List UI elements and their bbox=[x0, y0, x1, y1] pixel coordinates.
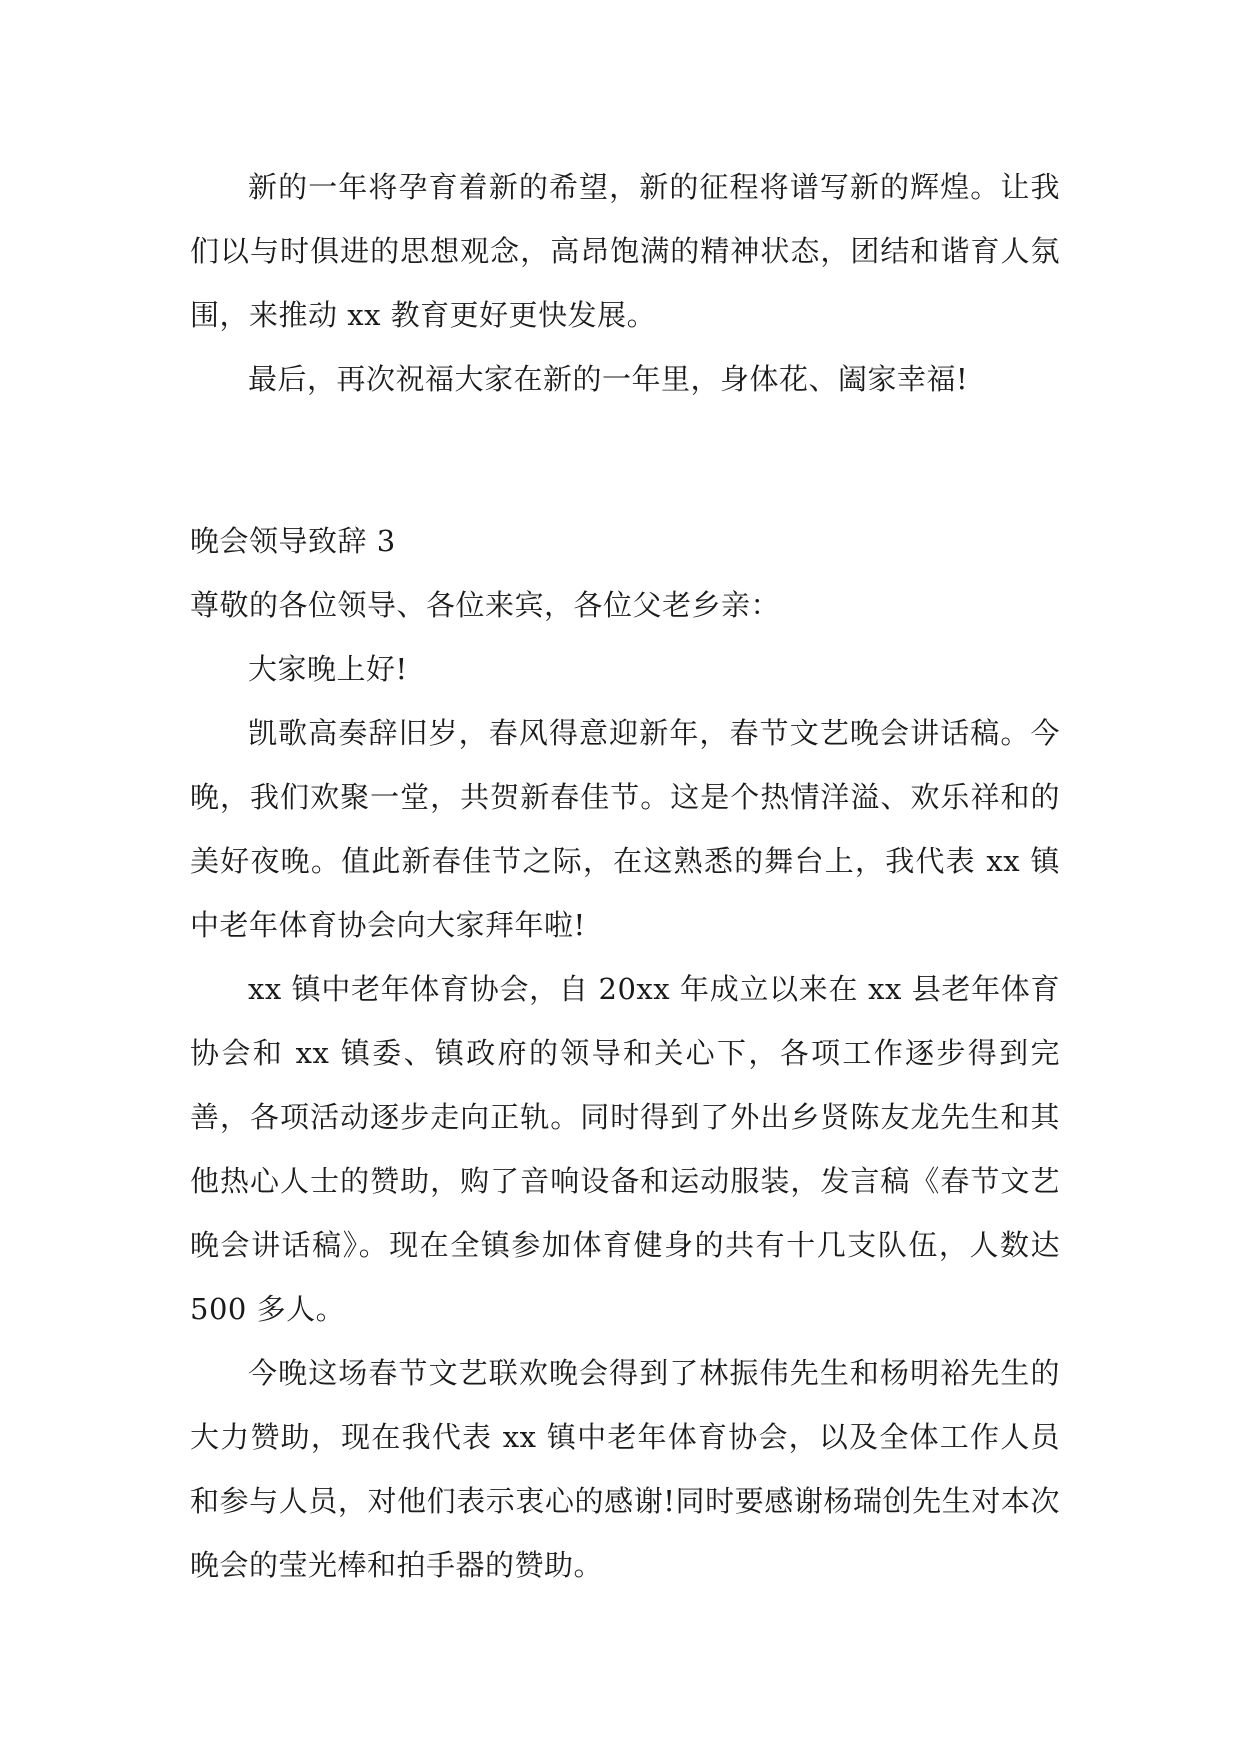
section-title: 晚会领导致辞 3 bbox=[190, 524, 396, 558]
document-body bbox=[190, 155, 1060, 1597]
paragraph: xx 镇中老年体育协会，自 20xx 年成立以来在 xx 县老年体育协会和 xx 镇委、镇政府的领导和关心下，各项工作逐步得到完善，各项活动逐步走向正轨。同时得到了外出乡贤陈友龙先生和其他热心人士的赞助，购了音响设备和运动服装，发言稿《春节文艺晚会讲话稿》。现在全镇参加体育健身的共有十几支队伍，人数达 500 多人。 bbox=[190, 972, 1060, 1326]
salutation: 尊敬的各位领导、各位来宾，各位父老乡亲： bbox=[190, 588, 781, 622]
section-spacer bbox=[190, 411, 1060, 509]
paragraph: 今晚这场春节文艺联欢晚会得到了林振伟先生和杨明裕先生的大力赞助，现在我代表 xx 镇中老年体育协会，以及全体工作人员和参与人员，对他们表示衷心的感谢!同时要感谢杨瑞创先生对本次晚会的莹光棒和拍手器的赞助。 bbox=[190, 1356, 1060, 1582]
paragraph: 凯歌高奏辞旧岁，春风得意迎新年，春节文艺晚会讲话稿。今晚，我们欢聚一堂，共贺新春佳节。这是个热情洋溢、欢乐祥和的美好夜晚。值此新春佳节之际，在这熟悉的舞台上，我代表 xx 镇中老年体育协会向大家拜年啦! bbox=[190, 716, 1060, 942]
closing-paragraph: 最后，再次祝福大家在新的一年里，身体花、阖家幸福! bbox=[248, 362, 969, 396]
paragraph: 新的一年将孕育着新的希望，新的征程将谱写新的辉煌。让我们以与时俱进的思想观念，高昂饱满的精神状态，团结和谐育人氛围，来推动 xx 教育更好更快发展。 bbox=[190, 170, 1060, 332]
greeting: 大家晚上好! bbox=[248, 652, 408, 686]
